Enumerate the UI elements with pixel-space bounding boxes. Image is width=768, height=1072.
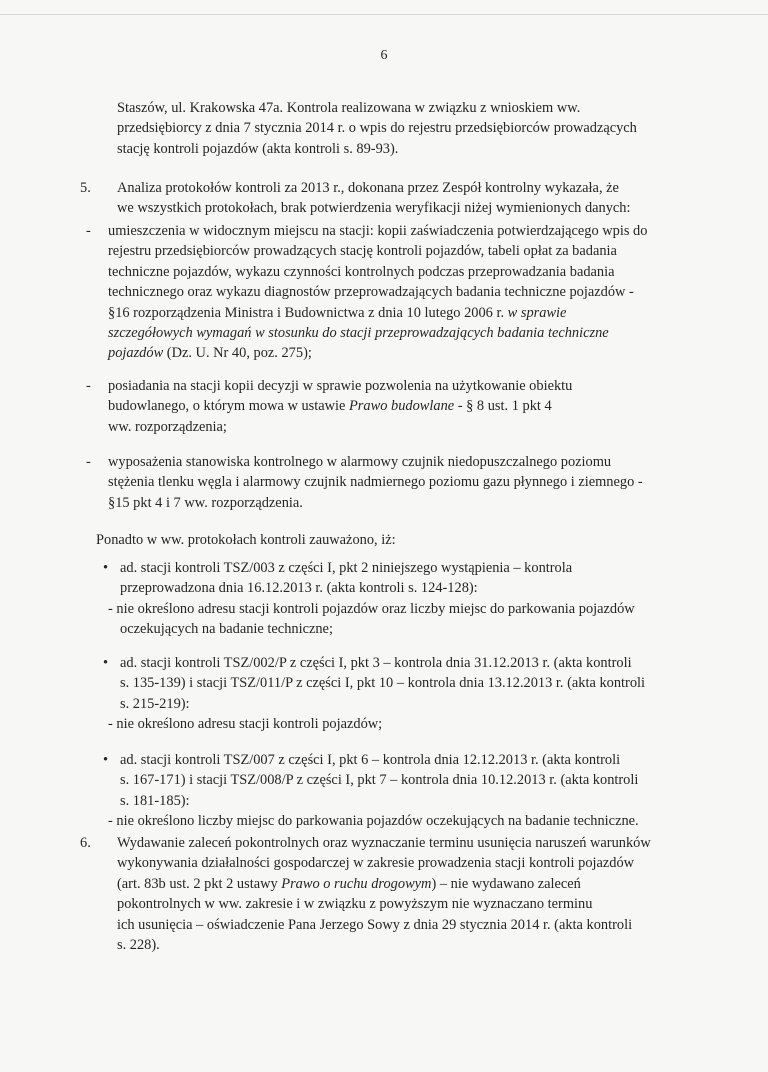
item-number: 6. xyxy=(80,835,91,851)
bullet-item-3 xyxy=(90,750,680,832)
bullet-item-2 xyxy=(90,653,680,735)
dash-item-2 xyxy=(86,376,680,437)
scan-edge-line xyxy=(0,14,768,15)
text-line: - nie określono liczby miejsc do parkowania pojazdów oczekujących na badanie techniczne. xyxy=(108,813,639,830)
intro-paragraph xyxy=(90,98,680,159)
text-line: stężenia tlenku węgla i alarmowy czujnik nadmiernego poziomu gazu płynnego i ziemnego - xyxy=(108,474,643,491)
text-line: techniczne pojazdów, wykazu czynności kontrolnych podczas przeprowadzania badania xyxy=(108,263,615,280)
text-line: stację kontroli pojazdów (akta kontroli s. 89-93). xyxy=(117,140,399,157)
text-line: s. 167-171) i stacji TSZ/008/P z części I, pkt 7 – kontrola dnia 10.12.2013 r. (akta kontroli xyxy=(120,772,639,789)
text-line: posiadania na stacji kopii decyzji w sprawie pozwolenia na użytkowanie obiektu xyxy=(108,378,573,394)
page-number: 6 xyxy=(380,48,388,63)
text-line: ww. rozporządzenia; xyxy=(108,418,227,435)
text-line: s. 215-219): xyxy=(120,695,190,712)
text-line: pojazdów (Dz. U. Nr 40, poz. 275); xyxy=(108,345,312,362)
bullet-marker: • xyxy=(103,560,109,576)
text-line: ad. stacji kontroli TSZ/003 z części I, pkt 2 niniejszego wystąpienia – kontrola xyxy=(120,560,573,576)
text-line: we wszystkich protokołach, brak potwierdzenia weryfikacji niżej wymienionych danych: xyxy=(117,200,631,217)
dash-marker: - xyxy=(86,378,91,394)
ponadto-paragraph xyxy=(90,530,680,550)
text-line: technicznego oraz wykazu diagnostów przeprowadzających badania techniczne pojazdów - xyxy=(108,284,634,301)
text-line: ich usunięcia – oświadczenie Pana Jerzego Sowy z dnia 29 stycznia 2014 r. (akta kontroli xyxy=(117,916,633,933)
text-line: budowlanego, o którym mowa w ustawie Prawo budowlane - § 8 ust. 1 pkt 4 xyxy=(108,398,552,415)
text-line: ad. stacji kontroli TSZ/007 z części I, pkt 6 – kontrola dnia 12.12.2013 r. (akta kontroli xyxy=(120,752,621,768)
item-number: 5. xyxy=(80,180,91,196)
bullet-marker: • xyxy=(103,655,109,671)
text-line: przedsiębiorcy z dnia 7 stycznia 2014 r. o wpis do rejestru przedsiębiorców prowadzących xyxy=(117,120,637,137)
text-line: §16 rozporządzenia Ministra i Budownictwa z dnia 10 lutego 2006 r. w sprawie xyxy=(108,304,567,321)
text-line: s. 181-185): xyxy=(120,792,190,809)
text-line: rejestru przedsiębiorców prowadzących stację kontroli pojazdów, tabeli opłat za badania xyxy=(108,243,617,260)
text-line: - nie określono adresu stacji kontroli pojazdów; xyxy=(108,716,383,733)
text-line: s. 135-139) i stacji TSZ/011/P z części I, pkt 10 – kontrola dnia 13.12.2013 r. (akta kontroli xyxy=(120,675,646,692)
dash-marker: - xyxy=(86,454,91,470)
text-line: szczegółowych wymagań w stosunku do stacji przeprowadzających badania techniczne xyxy=(108,325,609,342)
text-line: Staszów, ul. Krakowska 47a. Kontrola realizowana w związku z wnioskiem ww. xyxy=(117,100,581,116)
text-line: Wydawanie zaleceń pokontrolnych oraz wyznaczanie terminu usunięcia naruszeń warunków xyxy=(117,835,651,851)
text-line: oczekujących na badanie techniczne; xyxy=(120,621,333,638)
text-line: (art. 83b ust. 2 pkt 2 ustawy Prawo o ruchu drogowym) – nie wydawano zaleceń xyxy=(117,875,581,892)
dash-item-3 xyxy=(86,452,680,513)
item-5 xyxy=(80,178,680,219)
dash-item-1 xyxy=(86,221,680,364)
bullet-item-1 xyxy=(90,558,680,640)
text-line: przeprowadzona dnia 16.12.2013 r. (akta kontroli s. 124-128): xyxy=(120,580,478,597)
bullet-marker: • xyxy=(103,752,109,768)
text-line: - nie określono adresu stacji kontroli pojazdów oraz liczby miejsc do parkowania pojazdów xyxy=(108,600,635,617)
item-6 xyxy=(80,833,680,955)
text-line: Ponadto w ww. protokołach kontroli zauważono, iż: xyxy=(96,532,396,548)
dash-marker: - xyxy=(86,223,91,239)
text-line: §15 pkt 4 i 7 ww. rozporządzenia. xyxy=(108,494,303,511)
text-line: Analiza protokołów kontroli za 2013 r., dokonana przez Zespół kontrolny wykazała, że xyxy=(117,180,619,196)
text-line: umieszczenia w widocznym miejscu na stacji: kopii zaświadczenia potwierdzającego wpis do xyxy=(108,223,648,239)
text-line: ad. stacji kontroli TSZ/002/P z części I, pkt 3 – kontrola dnia 31.12.2013 r. (akta kontroli xyxy=(120,655,632,671)
text-line: s. 228). xyxy=(117,937,160,954)
text-line: wyposażenia stanowiska kontrolnego w alarmowy czujnik niedopuszczalnego poziomu xyxy=(108,454,612,470)
text-line: pokontrolnych w ww. zakresie i w związku z powyższym nie wyznaczano terminu xyxy=(117,896,593,913)
text-line: wykonywania działalności gospodarczej w zakresie prowadzenia stacji kontroli pojazdów xyxy=(117,855,635,872)
